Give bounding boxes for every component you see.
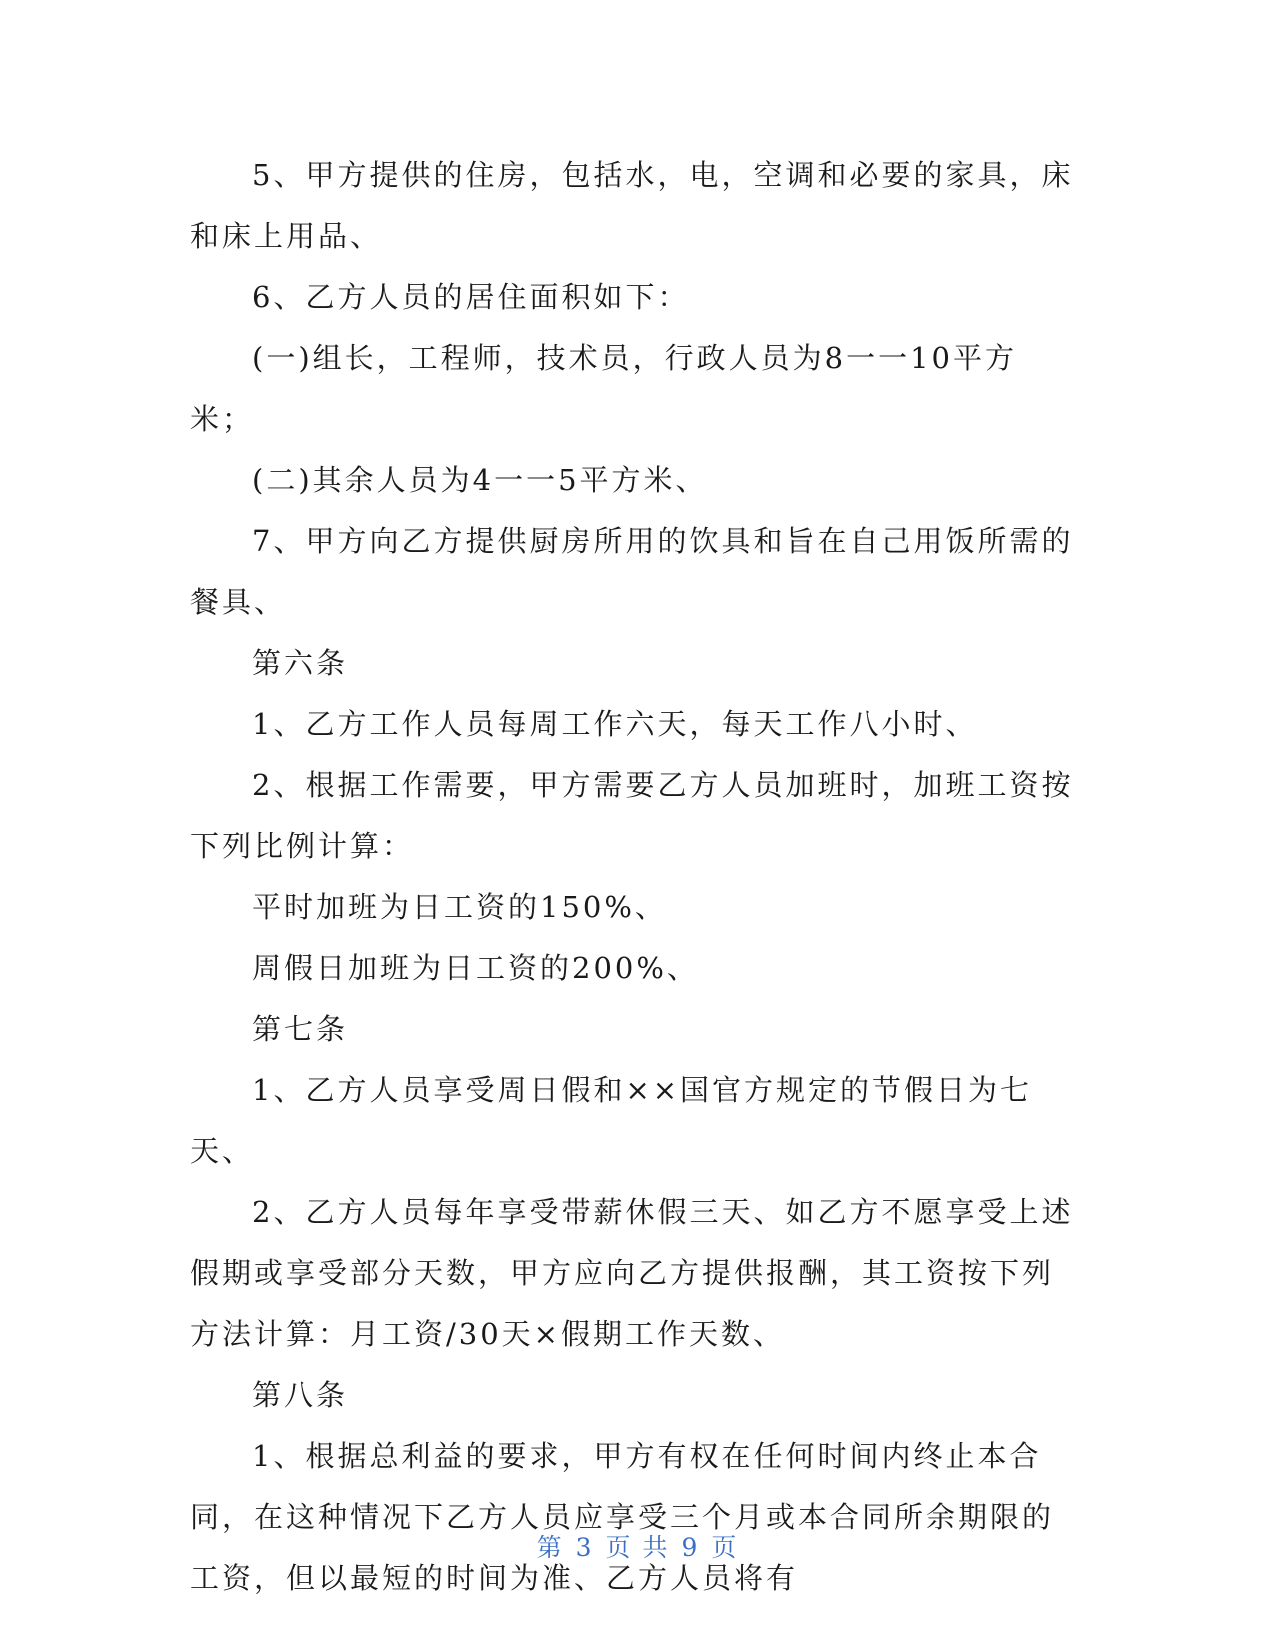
paragraph-art6-item-2: 2、根据工作需要，甲方需要乙方人员加班时，加班工资按下列比例计算： — [190, 768, 1074, 863]
paragraph-art8-item-1: 1、根据总利益的要求，甲方有权在任何时间内终止本合同，在这种情况下乙方人员应享受三个月或本合同所余期限的工资，但以最短的时间为准、乙方人员将有 — [190, 1439, 1055, 1595]
document-body — [190, 145, 1080, 1609]
footer-total-pages: 9 — [681, 1533, 700, 1562]
footer-current-page: 3 — [575, 1533, 594, 1562]
footer-prefix: 第 — [536, 1533, 564, 1562]
paragraph-art6-item-1: 1、乙方工作人员每周工作六天，每天工作八小时、 — [252, 707, 978, 741]
paragraph-overtime-weekday: 平时加班为日工资的150%、 — [252, 890, 667, 924]
paragraph-art7-item-2: 2、乙方人员每年享受带薪休假三天、如乙方不愿享受上述假期或享受部分天数，甲方应向乙方提供报酬，其工资按下列方法计算：月工资/30天×假期工作天数、 — [190, 1195, 1074, 1351]
paragraph-item-5: 5、甲方提供的住房，包括水，电，空调和必要的家具，床和床上用品、 — [190, 158, 1074, 253]
article-heading-8: 第八条 — [252, 1378, 349, 1412]
article-heading-7: 第七条 — [252, 1012, 349, 1046]
page-footer — [0, 1528, 1275, 1564]
paragraph-sub-2: (二)其余人员为4一一5平方米、 — [252, 463, 708, 497]
footer-suffix: 页 — [711, 1533, 739, 1562]
article-heading-6: 第六条 — [252, 646, 349, 680]
paragraph-item-6: 6、乙方人员的居住面积如下： — [252, 280, 690, 314]
footer-mid: 页 共 — [605, 1533, 670, 1562]
paragraph-item-7: 7、甲方向乙方提供厨房所用的饮具和旨在自己用饭所需的餐具、 — [190, 524, 1074, 619]
paragraph-overtime-holiday: 周假日加班为日工资的200%、 — [252, 951, 699, 985]
paragraph-art7-item-1: 1、乙方人员享受周日假和××国官方规定的节假日为七天、 — [190, 1073, 1033, 1168]
paragraph-sub-1: (一)组长，工程师，技术员，行政人员为8一一10平方米； — [190, 341, 1017, 436]
